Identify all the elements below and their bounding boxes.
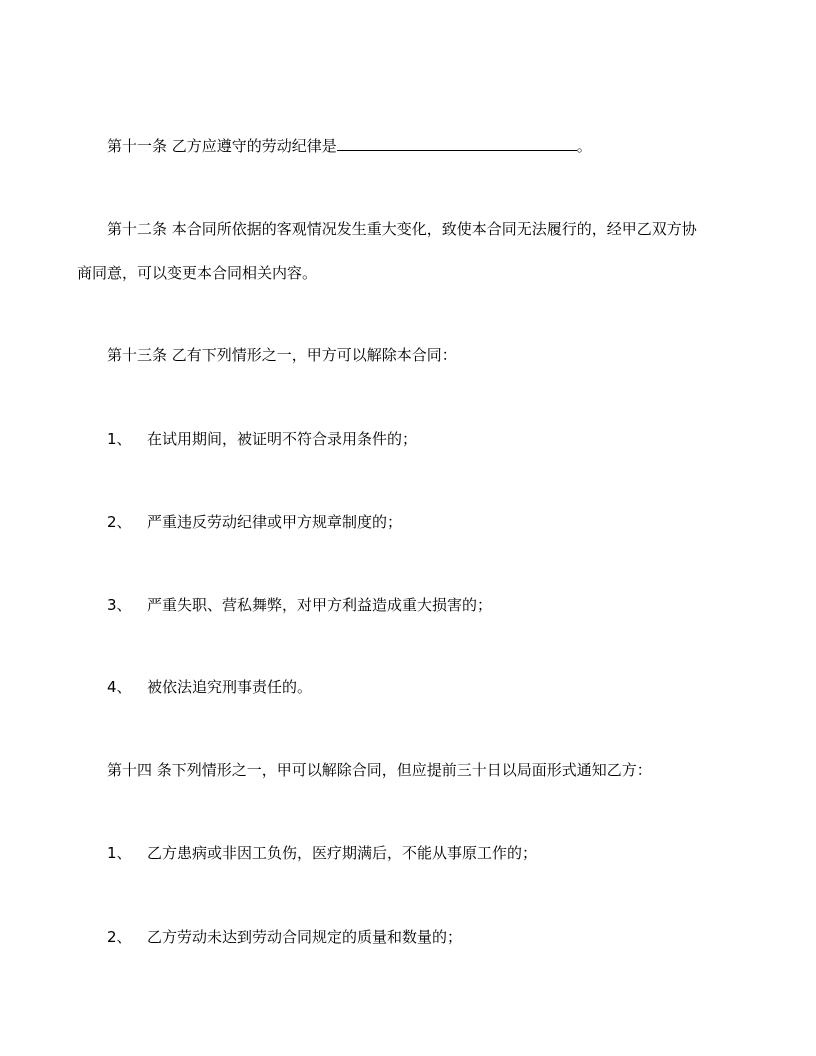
item-text: 被依法追究刑事责任的。 [147, 678, 313, 696]
item-number: 2、 [107, 513, 132, 531]
article-11 [107, 136, 592, 156]
item-number: 3、 [107, 596, 132, 614]
item-text: 严重失职、营私舞弊，对甲方利益造成重大损害的； [147, 596, 493, 614]
item-number: 4、 [107, 678, 132, 696]
item-text: 乙方劳动未达到劳动合同规定的质量和数量的； [147, 928, 463, 946]
article-13-item-3 [107, 595, 492, 615]
article-14-item-1 [107, 843, 537, 863]
item-number: 1、 [107, 844, 132, 862]
article-12-line-1: 第十二条 本合同所依据的客观情况发生重大变化，致使本合同无法履行的，经甲乙双方协 [107, 220, 697, 238]
article-11-text: 第十一条 乙方应遵守的劳动纪律是 [107, 137, 337, 155]
article-12-line-2: 商同意，可以变更本合同相关内容。 [77, 264, 318, 282]
item-number: 2、 [107, 928, 132, 946]
item-text: 在试用期间，被证明不符合录用条件的； [147, 430, 418, 448]
fill-in-blank [337, 136, 577, 151]
article-13-item-4 [107, 677, 312, 697]
article-13-heading: 第十三条 乙有下列情形之一，甲方可以解除本合同： [107, 346, 457, 364]
article-13-item-2 [107, 512, 402, 532]
article-14-item-2 [107, 927, 462, 947]
article-11-suffix: 。 [576, 137, 592, 155]
item-text: 严重违反劳动纪律或甲方规章制度的； [147, 513, 403, 531]
article-14-heading: 第十四 条下列情形之一，甲可以解除合同，但应提前三十日以局面形式通知乙方： [107, 761, 652, 779]
article-13-item-1 [107, 429, 417, 449]
item-number: 1、 [107, 430, 132, 448]
item-text: 乙方患病或非因工负伤，医疗期满后，不能从事原工作的； [147, 844, 538, 862]
